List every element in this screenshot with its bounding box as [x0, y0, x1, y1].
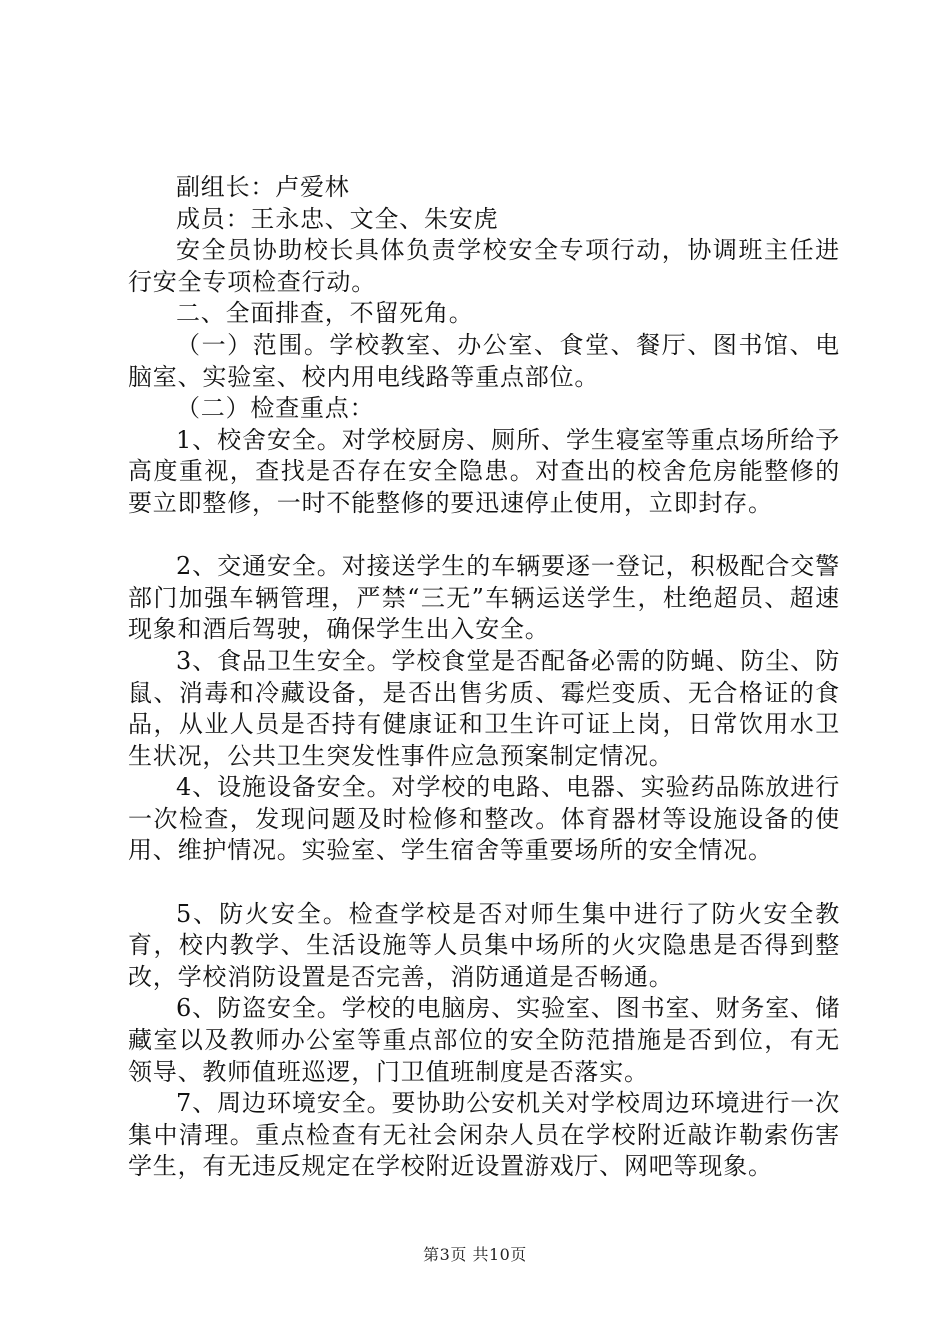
paragraph-building-safety: 1、校舍安全。对学校厨房、厕所、学生寝室等重点场所给予高度重视，查找是否存在安全隐患。对查出的校舍危房能整修的要立即整修，一时不能整修的要迅速停止使用，立即封存。: [128, 425, 840, 517]
paragraph-scope: （一）范围。学校教室、办公室、食堂、餐厅、图书馆、电脑室、实验室、校内用电线路等重点部位。: [128, 330, 840, 391]
paragraph-members: 成员：王永忠、文全、朱安虎: [176, 204, 499, 233]
paragraph-fire-safety: 5、防火安全。检查学校是否对师生集中进行了防火安全教育，校内教学、生活设施等人员集中场所的火灾隐患是否得到整改，学校消防设置是否完善，消防通道是否畅通。: [128, 899, 840, 991]
paragraph-traffic-safety: 2、交通安全。对接送学生的车辆要逐一登记，积极配合交警部门加强车辆管理，严禁“三无”车辆运送学生，杜绝超员、超速现象和酒后驾驶，确保学生出入安全。: [128, 552, 840, 644]
page-number-footer: 第3页 共10页: [423, 1245, 527, 1264]
heading-inspection-focus: （二）检查重点：: [176, 394, 375, 423]
paragraph-facility-safety: 4、设施设备安全。对学校的电路、电器、实验药品陈放进行一次检查，发现问题及时检修和整改。体育器材等设施设备的使用、维护情况。实验室、学生宿舍等重要场所的安全情况。: [128, 773, 840, 865]
paragraph-deputy-leader: 副组长：卢爱林: [176, 173, 350, 201]
paragraph-food-safety: 3、食品卫生安全。学校食堂是否配备必需的防蝇、防尘、防鼠、消毒和冷藏设备，是否出售劣质、霉烂变质、无合格证的食品，从业人员是否持有健康证和卫生许可证上岗，日常饮用水卫生状况，公共卫生突发性事件应急预案制定情况。: [128, 646, 840, 770]
paragraph-environment-safety: 7、周边环境安全。要协助公安机关对学校周边环境进行一次集中清理。重点检查有无社会闲杂人员在学校附近敲诈勒索伤害学生，有无违反规定在学校附近设置游戏厅、网吧等现象。: [128, 1089, 840, 1181]
paragraph-safety-officer: 安全员协助校长具体负责学校安全专项行动，协调班主任进行安全专项检查行动。: [128, 236, 840, 296]
heading-section-two: 二、全面排查，不留死角。: [176, 299, 474, 328]
paragraph-theft-safety: 6、防盗安全。学校的电脑房、实验室、图书室、财务室、储藏室以及教师办公室等重点部位的安全防范措施是否到位，有无领导、教师值班巡逻，门卫值班制度是否落实。: [128, 994, 840, 1086]
document-body: [128, 172, 840, 1183]
